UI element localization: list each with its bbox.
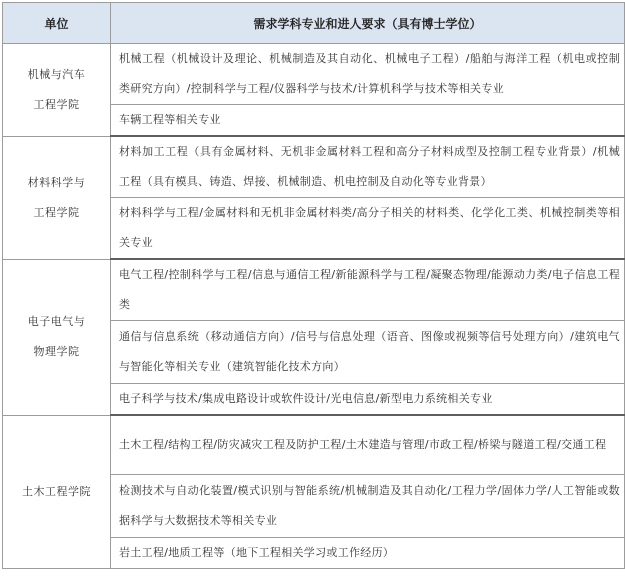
table-row (3, 259, 625, 321)
header-unit: 单位 (3, 3, 111, 44)
requirement-cell: 通信与信息系统（移动通信方向）/信号与信息处理（语音、图像或视频等信号处理方向）/建筑电气与智能化等相关专业（建筑智能化技术方向） (111, 321, 625, 384)
table-row (3, 415, 625, 475)
college-name-line: 材料科学与 (27, 175, 86, 189)
header-requirement: 需求学科专业和进人要求（具有博士学位） (111, 3, 625, 44)
recruitment-table-container (2, 2, 624, 569)
college-name-line: 土木工程学院 (22, 484, 91, 498)
table-row (3, 44, 625, 105)
requirement-cell: 检测技术与自动化装置/模式识别与智能系统/机械制造及其自动化/工程力学/固体力学/人工智能或数据科学与大数据技术等相关专业 (111, 475, 625, 538)
requirement-cell: 材料科学与工程/金属材料和无机非金属材料类/高分子相关的材料类、化学化工类、机械控制类等相关专业 (111, 198, 625, 260)
requirement-cell: 机械工程（机械设计及理论、机械制造及其自动化、机械电子工程）/船舶与海洋工程（机电或控制类研究方向）/控制科学与工程/仪器科学与技术/计算机科学与技术等相关专业 (111, 44, 625, 105)
college-name-line: 工程学院 (33, 97, 80, 111)
college-civil-engineering (3, 415, 111, 569)
college-name-line: 机械与汽车 (27, 67, 86, 81)
college-electronics-physics (3, 259, 111, 415)
college-materials (3, 136, 111, 259)
requirement-cell: 土木工程/结构工程/防灾减灾工程及防护工程/土木建造与管理/市政工程/桥梁与隧道工程/交通工程 (111, 415, 625, 475)
college-name-line: 工程学院 (33, 205, 80, 219)
requirement-cell: 电子科学与技术/集成电路设计或软件设计/光电信息/新型电力系统相关专业 (111, 384, 625, 416)
college-name-line: 物理学院 (33, 345, 80, 358)
recruitment-table (2, 2, 625, 569)
requirement-cell: 材料加工工程（具有金属材料、无机非金属材料工程和高分子材料成型及控制工程专业背景）/机械工程（具有模具、铸造、焊接、机械制造、机电控制及自动化等专业背景） (111, 136, 625, 198)
requirement-cell: 岩土工程/地质工程等（地下工程相关学习或工作经历） (111, 538, 625, 569)
table-row (3, 136, 625, 198)
college-name-line: 电子电气与 (27, 315, 86, 328)
requirement-cell: 车辆工程等相关专业 (111, 105, 625, 137)
table-header-row (3, 3, 625, 44)
requirement-cell: 电气工程/控制科学与工程/信息与通信工程/新能源科学与工程/凝聚态物理/能源动力类/电子信息工程类 (111, 259, 625, 321)
college-mechanical-automotive (3, 44, 111, 137)
